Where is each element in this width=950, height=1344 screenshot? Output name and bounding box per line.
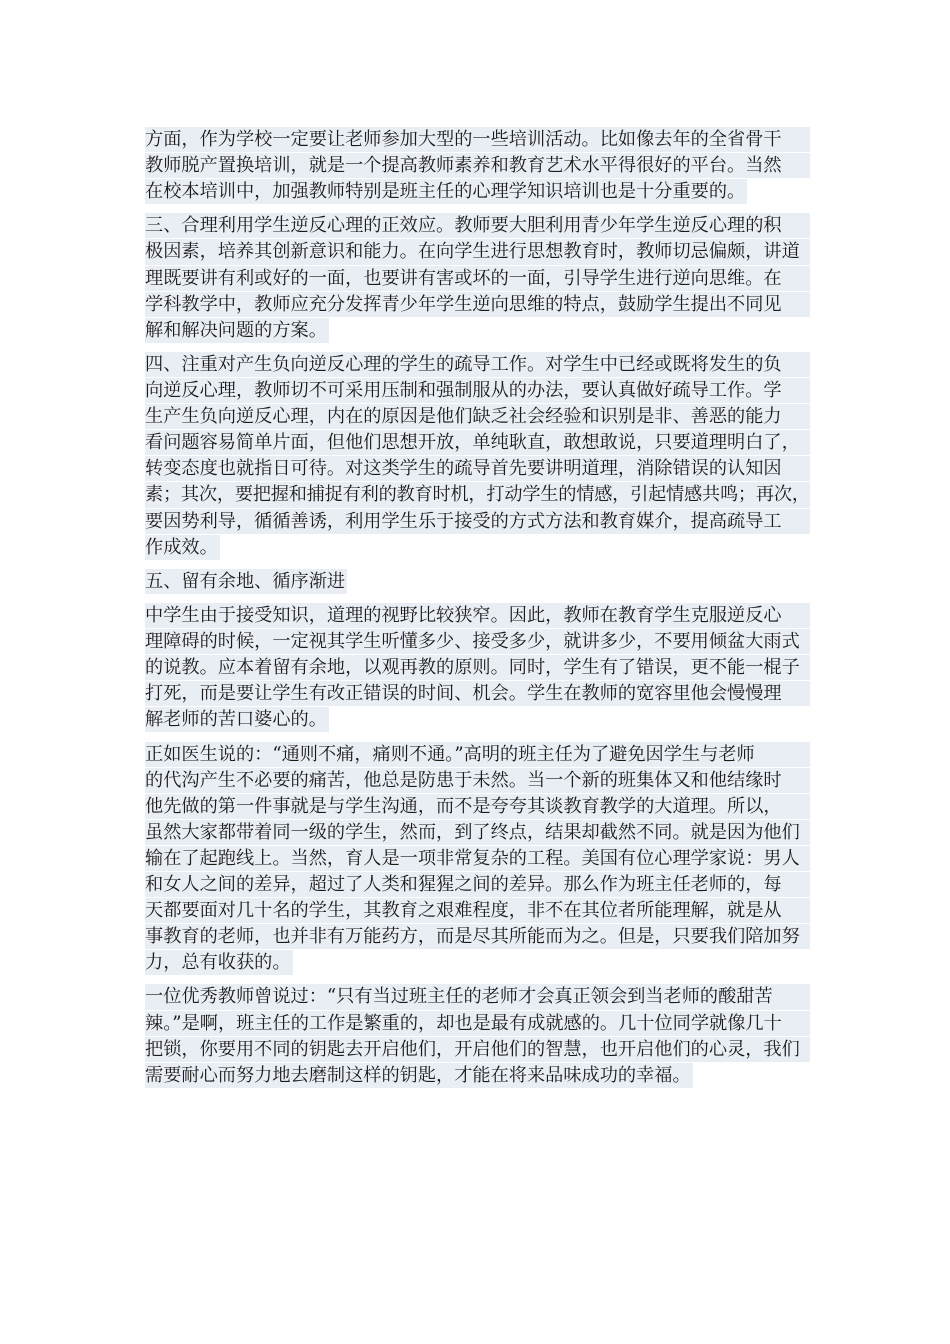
text-line: 解老师的苦口婆心的。 [145,707,329,733]
text-line: 中学生由于接受知识，道理的视野比较狭窄。因此，教师在教育学生克服逆反心 [145,603,810,629]
text-line: 把锁，你要用不同的钥匙去开启他们，开启他们的智慧，也开启他们的心灵，我们 [145,1037,810,1063]
paragraph-section-four [145,352,810,569]
text-line: 四、注重对产生负向逆反心理的学生的疏导工作。对学生中已经或既将发生的负 [145,352,810,378]
text-line: 要因势利导，循循善诱，利用学生乐于接受的方式方法和教育媒介，提高疏导工 [145,509,810,535]
text-line: 方面，作为学校一定要让老师参加大型的一些培训活动。比如像去年的全省骨干 [145,127,810,153]
text-line: 五、留有余地、循序渐进 [145,569,347,595]
text-line: 辣。”是啊，班主任的工作是繁重的，却也是最有成就感的。几十位同学就像几十 [145,1011,810,1037]
paragraph-section-five-body [145,603,810,742]
text-line: 事教育的老师，也并非有万能药方，而是尽其所能而为之。但是，只要我们陪加努 [145,924,810,950]
text-line: 他先做的第一件事就是与学生沟通，而不是夸夸其谈教育教学的大道理。所以， [145,794,810,820]
text-line: 虽然大家都带着同一级的学生，然而，到了终点，结果却截然不同。就是因为他们 [145,820,810,846]
text-line: 的说教。应本着留有余地，以观再教的原则。同时，学生有了错误，更不能一棍子 [145,655,810,681]
text-line: 在校本培训中，加强教师特别是班主任的心理学知识培训也是十分重要的。 [145,179,747,205]
paragraph-section-three [145,213,810,352]
text-line: 天都要面对几十名的学生，其教育之艰难程度，非不在其位者所能理解，就是从 [145,898,810,924]
paragraph-intro-training [145,127,810,213]
text-line: 教师脱产置换培训，就是一个提高教师素养和教育艺术水平得很好的平台。当然 [145,153,810,179]
text-line: 理既要讲有利或好的一面，也要讲有害或坏的一面，引导学生进行逆向思维。在 [145,266,810,292]
text-line: 极因素，培养其创新意识和能力。在向学生进行思想教育时，教师切忌偏颇，讲道 [145,239,810,265]
text-line: 打死，而是要让学生有改正错误的时间、机会。学生在教师的宽容里他会慢慢理 [145,681,810,707]
text-line: 一位优秀教师曾说过：“只有当过班主任的老师才会真正领会到当老师的酸甜苦 [145,984,810,1010]
text-line: 解和解决问题的方案。 [145,318,329,344]
text-line: 生产生负向逆反心理，内在的原因是他们缺乏社会经验和识别是非、善恶的能力 [145,404,810,430]
paragraph-doctor-quote [145,742,810,985]
text-line: 转变态度也就指日可待。对这类学生的疏导首先要讲明道理，消除错误的认知因 [145,456,810,482]
text-line: 作成效。 [145,535,220,561]
text-line: 理障碍的时候，一定视其学生听懂多少、接受多少，就讲多少，不要用倾盆大雨式 [145,629,810,655]
text-line: 看问题容易简单片面，但他们思想开放，单纯耿直，敢想敢说，只要道理明白了， [145,430,810,456]
text-line: 力，总有收获的。 [145,950,293,976]
text-line: 素；其次，要把握和捕捉有利的教育时机，打动学生的情感，引起情感共鸣；再次， [145,482,810,508]
text-line: 输在了起跑线上。当然，育人是一项非常复杂的工程。美国有位心理学家说：男人 [145,846,810,872]
text-line: 的代沟产生不必要的痛苦，他总是防患于未然。当一个新的班集体又和他结缘时 [145,768,810,794]
text-line: 和女人之间的差异，超过了人类和猩猩之间的差异。那么作为班主任老师的，每 [145,872,810,898]
text-line: 三、合理利用学生逆反心理的正效应。教师要大胆利用青少年学生逆反心理的积 [145,213,810,239]
text-line: 需要耐心而努力地去磨制这样的钥匙，才能在将来品味成功的幸福。 [145,1063,693,1089]
paragraph-closing [145,984,810,1096]
text-line: 正如医生说的：“通则不痛，痛则不通。”高明的班主任为了避免因学生与老师 [145,742,810,768]
document-body [145,127,810,1097]
paragraph-section-five-heading [145,569,810,603]
text-line: 学科教学中，教师应充分发挥青少年学生逆向思维的特点，鼓励学生提出不同见 [145,292,810,318]
text-line: 向逆反心理，教师切不可采用压制和强制服从的办法，要认真做好疏导工作。学 [145,378,810,404]
